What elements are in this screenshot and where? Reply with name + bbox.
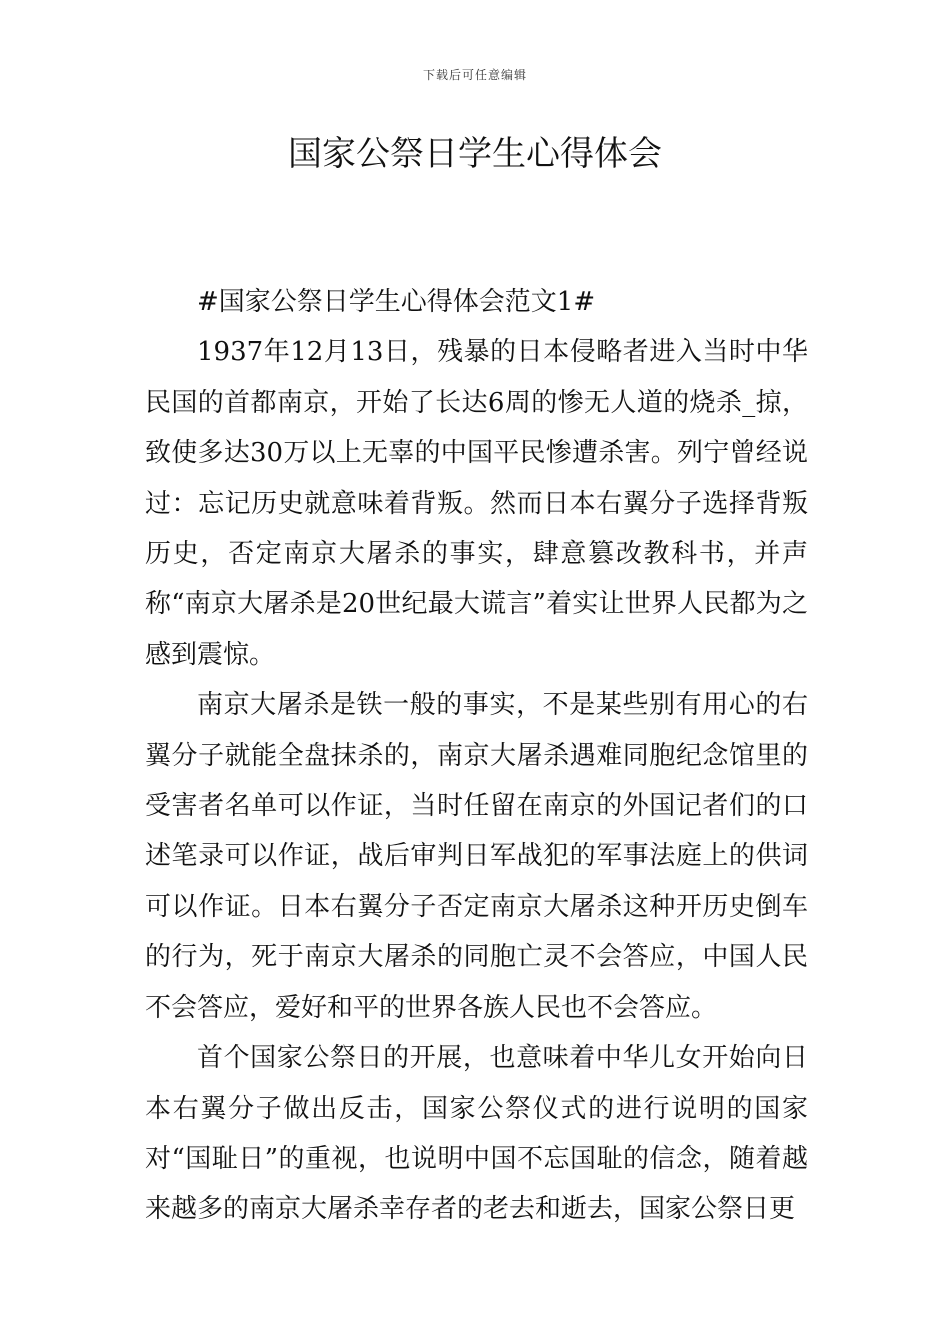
paragraph: 首个国家公祭日的开展，也意味着中华儿女开始向日本右翼分子做出反击，国家公祭仪式的进行说明的国家对“国耻日”的重视，也说明中国不忘国耻的信念，随着越来越多的南京大屠杀幸存者的老去和逝去，国家公祭日更 (145, 1043, 808, 1225)
document-body (145, 277, 808, 1235)
header-note: 下载后可任意编辑 (422, 68, 527, 82)
section-heading: #国家公祭日学生心得体会范文1# (197, 287, 596, 317)
paragraph: 1937年12月13日，残暴的日本侵略者进入当时中华民国的首都南京，开始了长达6周的惨无人道的烧杀_掠，致使多达30万以上无辜的中国平民惨遭杀害。列宁曾经说过：忘记历史就意味着背叛。然而日本右翼分子选择背叛历史，否定南京大屠杀的事实，肆意篡改教科书，并声称“南京大屠杀是20世纪最大谎言”着实让世界人民都为之感到震惊。 (145, 337, 808, 670)
paragraph: 南京大屠杀是铁一般的事实，不是某些别有用心的右翼分子就能全盘抹杀的，南京大屠杀遇难同胞纪念馆里的受害者名单可以作证，当时任留在南京的外国记者们的口述笔录可以作证，战后审判日军战犯的军事法庭上的供词可以作证。日本右翼分子否定南京大屠杀这种开历史倒车的行为，死于南京大屠杀的同胞亡灵不会答应，中国人民不会答应，爱好和平的世界各族人民也不会答应。 (145, 690, 808, 1023)
document-title: 国家公祭日学生心得体会 (288, 134, 662, 174)
